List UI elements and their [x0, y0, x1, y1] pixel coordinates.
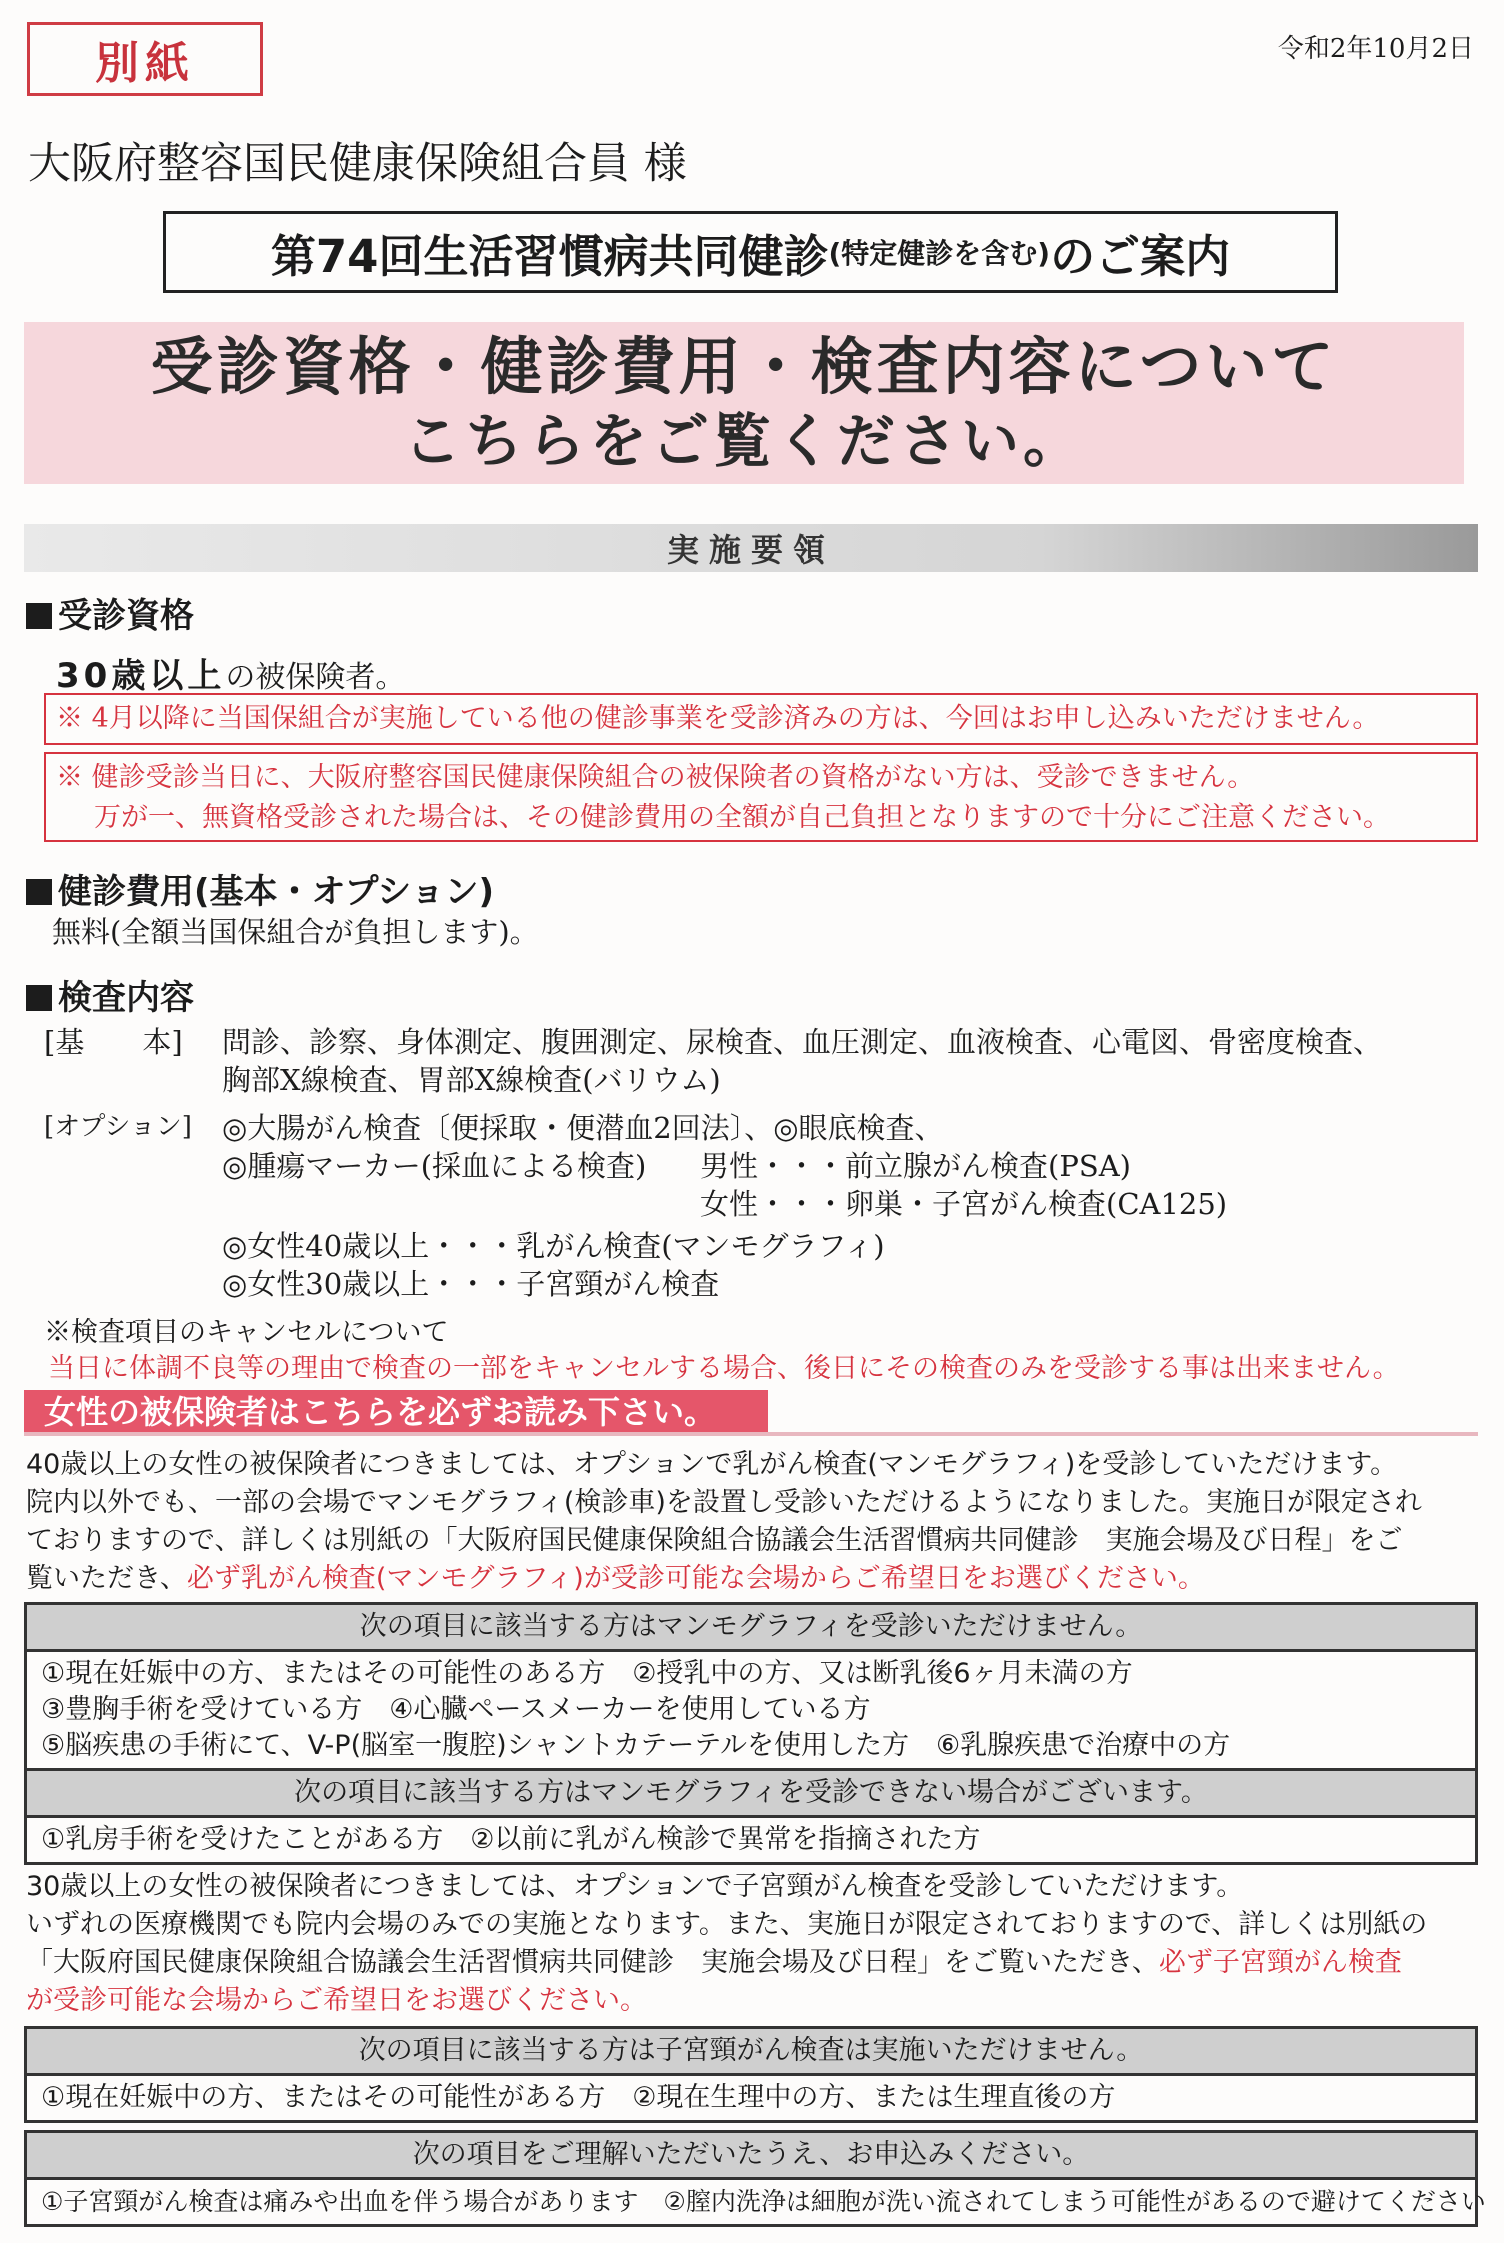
square-bullet-icon — [26, 879, 52, 905]
option-line-3: ◎女性40歳以上・・・乳がん検査(マンモグラフィ) — [222, 1229, 885, 1263]
recipient-line: 大阪府整容国民健康保険組合員 様 — [28, 139, 687, 189]
fee-heading: 健診費用(基本・オプション) — [26, 864, 494, 913]
table-header: 次の項目に該当する方はマンモグラフィを受診できない場合がございます。 — [27, 1771, 1475, 1818]
qualification-note-2: ※ 健診受診当日に、大阪府整容国民健康保険組合の被保険者の資格がない方は、受診できません。 万が一、無資格受診された場合は、その健診費用の全額が自己負担となりますので十分にご注意ください。 — [44, 752, 1478, 842]
option-male: 男性・・・前立腺がん検査(PSA) — [700, 1149, 1131, 1183]
cervical-exclusion-table — [24, 2026, 1478, 2123]
basic-label: [基 本] — [44, 1025, 183, 1059]
option-female: 女性・・・卵巣・子宮がん検査(CA125) — [700, 1187, 1228, 1221]
table-row: ①現在妊娠中の方、またはその可能性のある方 ②授乳中の方、又は断乳後6ヶ月未満の方 ③豊胸手術を受けている方 ④心臓ペースメーカーを使用している方 ⑤脳疾患の手術にて、V-P(脳室一腹腔)シャントカテーテルを使用した方 ⑥乳腺疾患で治療中の方 — [41, 1658, 1231, 1761]
notice-banner — [24, 322, 1464, 484]
cancel-text: 当日に体調不良等の理由で検査の一部をキャンセルする場合、後日にその検査のみを受診する事は出来ません。 — [48, 1353, 1400, 1384]
option-line-2: ◎腫瘍マーカー(採血による検査) — [222, 1149, 647, 1183]
mammo-caution-table — [24, 1768, 1478, 1865]
cervical-paragraph: 30歳以上の女性の被保険者につきましては、オプションで子宮頸がん検査を受診していただけます。 いずれの医療機関でも院内会場のみでの実施となります。また、実施日が限定されておりますので、詳しくは別紙の 「大阪府国民健康保険組合協議会生活習慣病共同健診 実施会場及び日程」をご覧いただき、必ず子宮頸がん検査 が受診可能な会場からご希望日をお選びください。 — [26, 1871, 1428, 2016]
table-row: ①現在妊娠中の方、またはその可能性がある方 ②現在生理中の方、または生理直後の方 — [41, 2082, 1116, 2113]
qualification-text: 30歳以上の被保険者。 — [56, 656, 406, 696]
women-heading: 女性の被保険者はこちらを必ずお読み下さい。 — [24, 1390, 768, 1434]
qualification-heading: 受診資格 — [26, 588, 194, 637]
document-title — [163, 211, 1338, 293]
square-bullet-icon — [26, 985, 52, 1011]
title-tail: のご案内 — [1050, 229, 1231, 283]
basic-line-2: 胸部X線検査、胃部X線検査(バリウム) — [222, 1063, 721, 1097]
mammo-exclusion-table — [24, 1602, 1478, 1771]
option-line-4: ◎女性30歳以上・・・子宮頸がん検査 — [222, 1267, 720, 1301]
issue-date: 令和2年10月2日 — [1277, 34, 1474, 64]
title-paren: (特定健診を含む) — [828, 237, 1051, 270]
mammo-paragraph: 40歳以上の女性の被保険者につきましては、オプションで乳がん検査(マンモグラフィ)を受診していただけます。 院内以外でも、一部の会場でマンモグラフィ(検診車)を設置し受診いただけるようになりました。実施日が限定され ておりますので、詳しくは別紙の「大阪府国民健康保険組合協議会生活習慣病共同健診 実施会場及び日程」をご 覧いただき、必ず乳がん検査(マンモグラフィ)が受診可能な会場からご希望日をお選びください。 — [26, 1449, 1422, 1594]
attachment-stamp: 別紙 — [27, 22, 263, 96]
women-heading-rule — [24, 1432, 1478, 1436]
banner-line-1: 受診資格・健診費用・検査内容について — [150, 330, 1338, 403]
basic-line-1: 問診、診察、身体測定、腹囲測定、尿検査、血圧測定、血液検査、心電図、骨密度検査、 — [222, 1025, 1383, 1059]
option-line-1: ◎大腸がん検査〔便採取・便潜血2回法〕、◎眼底検査、 — [222, 1111, 944, 1145]
table-header: 次の項目に該当する方はマンモグラフィを受診いただけません。 — [27, 1605, 1475, 1652]
qualification-note-1: ※ 4月以降に当国保組合が実施している他の健診事業を受診済みの方は、今回はお申し込みいただけません。 — [44, 693, 1478, 745]
table-header: 次の項目をご理解いただいたうえ、お申込みください。 — [27, 2133, 1475, 2180]
table-row: ①乳房手術を受けたことがある方 ②以前に乳がん検診で異常を指摘された方 — [41, 1824, 981, 1855]
table-header: 次の項目に該当する方は子宮頸がん検査は実施いただけません。 — [27, 2029, 1475, 2076]
exam-heading: 検査内容 — [26, 970, 194, 1019]
fee-text: 無料(全額当国保組合が負担します)。 — [52, 915, 539, 949]
cancel-title: ※検査項目のキャンセルについて — [44, 1317, 449, 1348]
cervical-consent-table — [24, 2130, 1486, 2227]
option-label: [オプション] — [44, 1112, 192, 1142]
table-row: ①子宮頸がん検査は痛みや出血を伴う場合があります ②膣内洗浄は細胞が洗い流されてしまう可能性があるので避けてください — [41, 2187, 1486, 2216]
banner-line-2: こちらをご覧ください。 — [402, 407, 1085, 475]
title-main: 第74回生活習慣病共同健診 — [270, 229, 829, 283]
square-bullet-icon — [26, 603, 52, 629]
section-bar: 実施要領 — [24, 524, 1478, 572]
